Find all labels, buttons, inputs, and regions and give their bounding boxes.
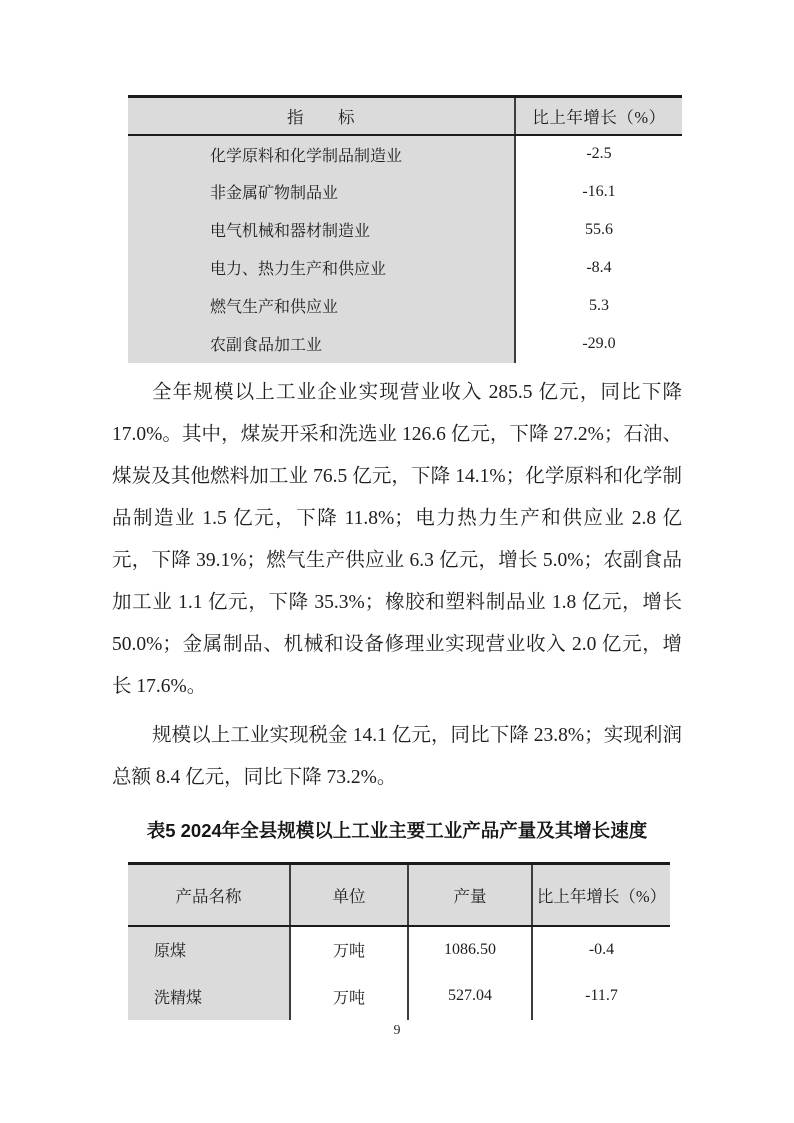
table5-header-output: 产量 [408,864,532,926]
growth-cell: 55.6 [515,211,682,249]
growth-cell: 5.3 [515,287,682,325]
output-cell: 1086.50 [408,926,532,973]
growth-cell: -29.0 [515,325,682,363]
table-row [128,973,670,1020]
table-row [128,135,682,173]
indicator-cell: 燃气生产和供应业 [128,287,515,325]
growth-cell: -0.4 [532,926,670,973]
indicator-cell: 非金属矿物制品业 [128,173,515,211]
indicator-cell: 化学原料和化学制品制造业 [128,135,515,173]
indicator-cell: 电力、热力生产和供应业 [128,249,515,287]
table5-header-product: 产品名称 [128,864,290,926]
table-row [128,173,682,211]
output-cell: 527.04 [408,973,532,1020]
table5-header-growth: 比上年增长（%） [532,864,670,926]
table5-caption: 表5 2024年全县规模以上工业主要工业产品产量及其增长速度 [146,820,648,841]
product-name-cell: 原煤 [128,926,290,973]
table1-header-growth: 比上年增长（%） [515,97,682,135]
table1-header-row [128,97,682,135]
unit-cell: 万吨 [290,973,408,1020]
industry-growth-table [128,95,682,363]
growth-cell: -8.4 [515,249,682,287]
body-text [112,372,682,799]
growth-cell: -16.1 [515,173,682,211]
table-row [128,926,670,973]
growth-cell: -2.5 [515,135,682,173]
table-row [128,325,682,363]
table1-header-indicator: 指 标 [128,97,515,135]
product-name-cell: 洗精煤 [128,973,290,1020]
table-row [128,211,682,249]
indicator-cell: 电气机械和器材制造业 [128,211,515,249]
paragraph-industry-revenue: 全年规模以上工业企业实现营业收入 285.5 亿元，同比下降 17.0%。其中，煤炭开采和洗选业 126.6 亿元，下降 27.2%；石油、煤炭及其他燃料加工业 76.5 亿元，下降 14.1%；化学原料和化学制品制造业 1.5 亿元，下降 11.8%；电力热力生产和供应业 2.8 亿元，下降 39.1%；燃气生产供应业 6.3 亿元，增长 5.0%；农副食品加工业 1.1 亿元，下降 35.3%；橡胶和塑料制品业 1.8 亿元，增长 50.0%；金属制品、机械和设备修理业实现营业收入 2.0 亿元，增长 17.6%。 [112,382,682,697]
product-output-table [128,862,670,1020]
unit-cell: 万吨 [290,926,408,973]
growth-cell: -11.7 [532,973,670,1020]
paragraph-tax-profit: 规模以上工业实现税金 14.1 亿元，同比下降 23.8%；实现利润总额 8.4 亿元，同比下降 73.2%。 [112,725,682,788]
table5-header-row [128,864,670,926]
table-row [128,249,682,287]
page-number: 9 [393,1023,401,1038]
indicator-cell: 农副食品加工业 [128,325,515,363]
table-row [128,287,682,325]
table5-header-unit: 单位 [290,864,408,926]
